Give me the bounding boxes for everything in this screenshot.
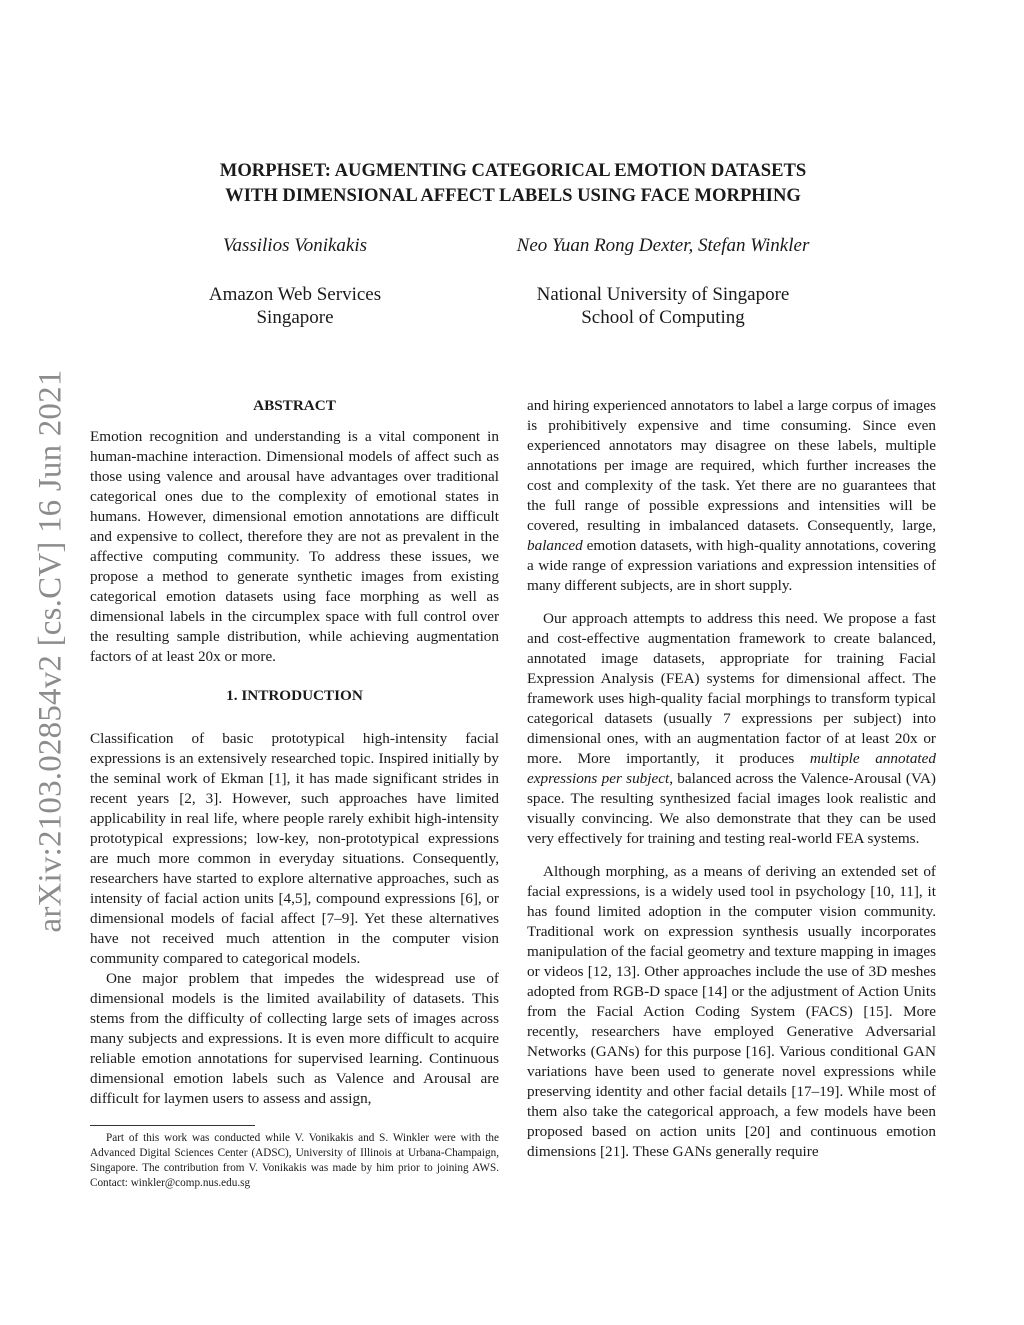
footnote: Part of this work was conducted while V. Vonikakis and S. Winkler were with the Advanced Digital Sciences Center (ADSC), University of Illinois at Urbana-Champaign, Singapore. The contribution from V. Vonikakis was made by him prior to joining AWS. Contact: winkler@comp.nus.edu.sg: [90, 1132, 499, 1189]
affiliation-right-2: School of Computing: [581, 307, 745, 328]
author-block-right: [500, 234, 826, 329]
right-paragraph-1-a: and hiring experienced annotators to label a large corpus of images is prohibitively expensive and time consuming. Since even experienced annotators may disagree on these labels, multiple annotations per image are required, which further increases the cost and complexity of the task. Yet there are no guarantees that the full range of possible expressions and intensities will be covered, resulting in imbalanced datasets. Consequently, large,: [527, 397, 936, 534]
affiliation-right-1: National University of Singapore: [536, 284, 790, 305]
right-paragraph-2-a: Our approach attempts to address this need. We propose a fast and cost-effective augmentation framework to create balanced, annotated image datasets, appropriate for training Facial Expression Analysis (FEA) systems for dimensional affect. The framework uses high-quality facial morphings to transform typical categorical datasets (usually 7 expressions per subject) into dimensional ones, with an augmentation factor of at least 20x or more. More importantly, it produces: [527, 610, 936, 767]
right-paragraph-3: Although morphing, as a means of deriving an extended set of facial expressions, is a widely used tool in psychology [10, 11], it has found limited adoption in the computer vision community. Traditional work on expression synthesis usually incorporates manipulation of the facial geometry and texture mapping in images or videos [12, 13]. Other approaches include the use of 3D meshes adopted from RGB-D space [14] or the adjustment of Action Units from the Facial Action Coding System (FACS) [15]. More recently, researchers have employed Generative Adversarial Networks (GANs) for this purpose [16]. Various conditional GAN variations have been used to generate novel expressions while preserving identity and other facial details [17–19]. While most of them also take the categorical approach, a few models have been proposed based on action units [20] and continuous emotion dimensions [21]. These GANs generally require: [527, 863, 936, 1160]
paper-title: [90, 158, 936, 208]
abstract-text: Emotion recognition and understanding is a vital component in human-machine interaction. Dimensional models of affect such as those using valence and arousal have advantages over traditional categorical ones due to the complexity of emotional states in humans. However, dimensional emotion annotations are difficult and expensive to collect, therefore they are not as prevalent in the affective computing community. To address these issues, we propose a method to generate synthetic images from existing categorical emotion datasets using face morphing as well as dimensional labels in the circumplex space with full control over the resulting sample distribution, while achieving augmentation factors of at least 20x or more.: [90, 428, 499, 665]
author-name-right: Neo Yuan Rong Dexter, Stefan Winkler: [516, 235, 810, 256]
title-line-2: WITH DIMENSIONAL AFFECT LABELS USING FACE MORPHING: [225, 185, 801, 206]
introduction-heading: 1. INTRODUCTION: [226, 687, 363, 704]
footnote-divider: [90, 1125, 255, 1126]
right-paragraph-1-b: emotion datasets, with high-quality annotations, covering a wide range of expression variations and expression intensities of many different subjects, are in short supply.: [527, 537, 936, 594]
right-column: [527, 396, 936, 1162]
intro-paragraph-1: Classification of basic prototypical high-intensity facial expressions is an extensively researched topic. Inspired initially by the seminal work of Ekman [1], it has made significant strides in recent years [2, 3]. However, such approaches have limited applicability in real life, where people rarely exhibit high-intensity prototypical expressions; low-key, non-prototypical expressions are much more common in everyday situations. Consequently, researchers have started to explore alternative approaches, such as intensity of facial action units [4,5], compound expressions [6], or dimensional models of facial affect [7–9]. Yet these alternatives have not received much attention in the computer vision community compared to categorical models.: [90, 730, 499, 967]
right-paragraph-1-emphasis: balanced: [527, 537, 583, 554]
intro-paragraph-2: One major problem that impedes the widespread use of dimensional models is the limited availability of datasets. This stems from the difficulty of collecting large sets of images across many subjects and expressions. It is even more difficult to acquire reliable emotion annotations for supervised learning. Continuous dimensional emotion labels such as Valence and Arousal are difficult for laymen users to assess and assign,: [90, 970, 499, 1107]
title-line-1: MORPHSET: AUGMENTING CATEGORICAL EMOTION DATASETS: [219, 160, 807, 181]
abstract-heading: ABSTRACT: [253, 397, 336, 414]
right-paragraph-2-b: , balanced across the Valence-Arousal (VA) space. The resulting synthesized facial images look realistic and visually convincing. We also demonstrate that they can be used very effectively for training and testing real-world FEA systems.: [527, 770, 936, 847]
arxiv-identifier-stamp: [28, 355, 74, 947]
right-paragraph-2: [527, 609, 936, 849]
arxiv-id-text: arXiv:2103.02854v2 [cs.CV] 16 Jun 2021: [32, 369, 69, 933]
right-paragraph-1: [527, 396, 936, 596]
author-name-left: Vassilios Vonikakis: [222, 235, 368, 256]
left-column: [90, 396, 499, 1191]
affiliation-left-1: Amazon Web Services: [208, 284, 382, 305]
author-block-left: [140, 234, 450, 329]
affiliation-left-2: Singapore: [256, 307, 334, 328]
right-paragraph-2-emphasis: multiple annotated expressions per subject: [527, 750, 936, 787]
